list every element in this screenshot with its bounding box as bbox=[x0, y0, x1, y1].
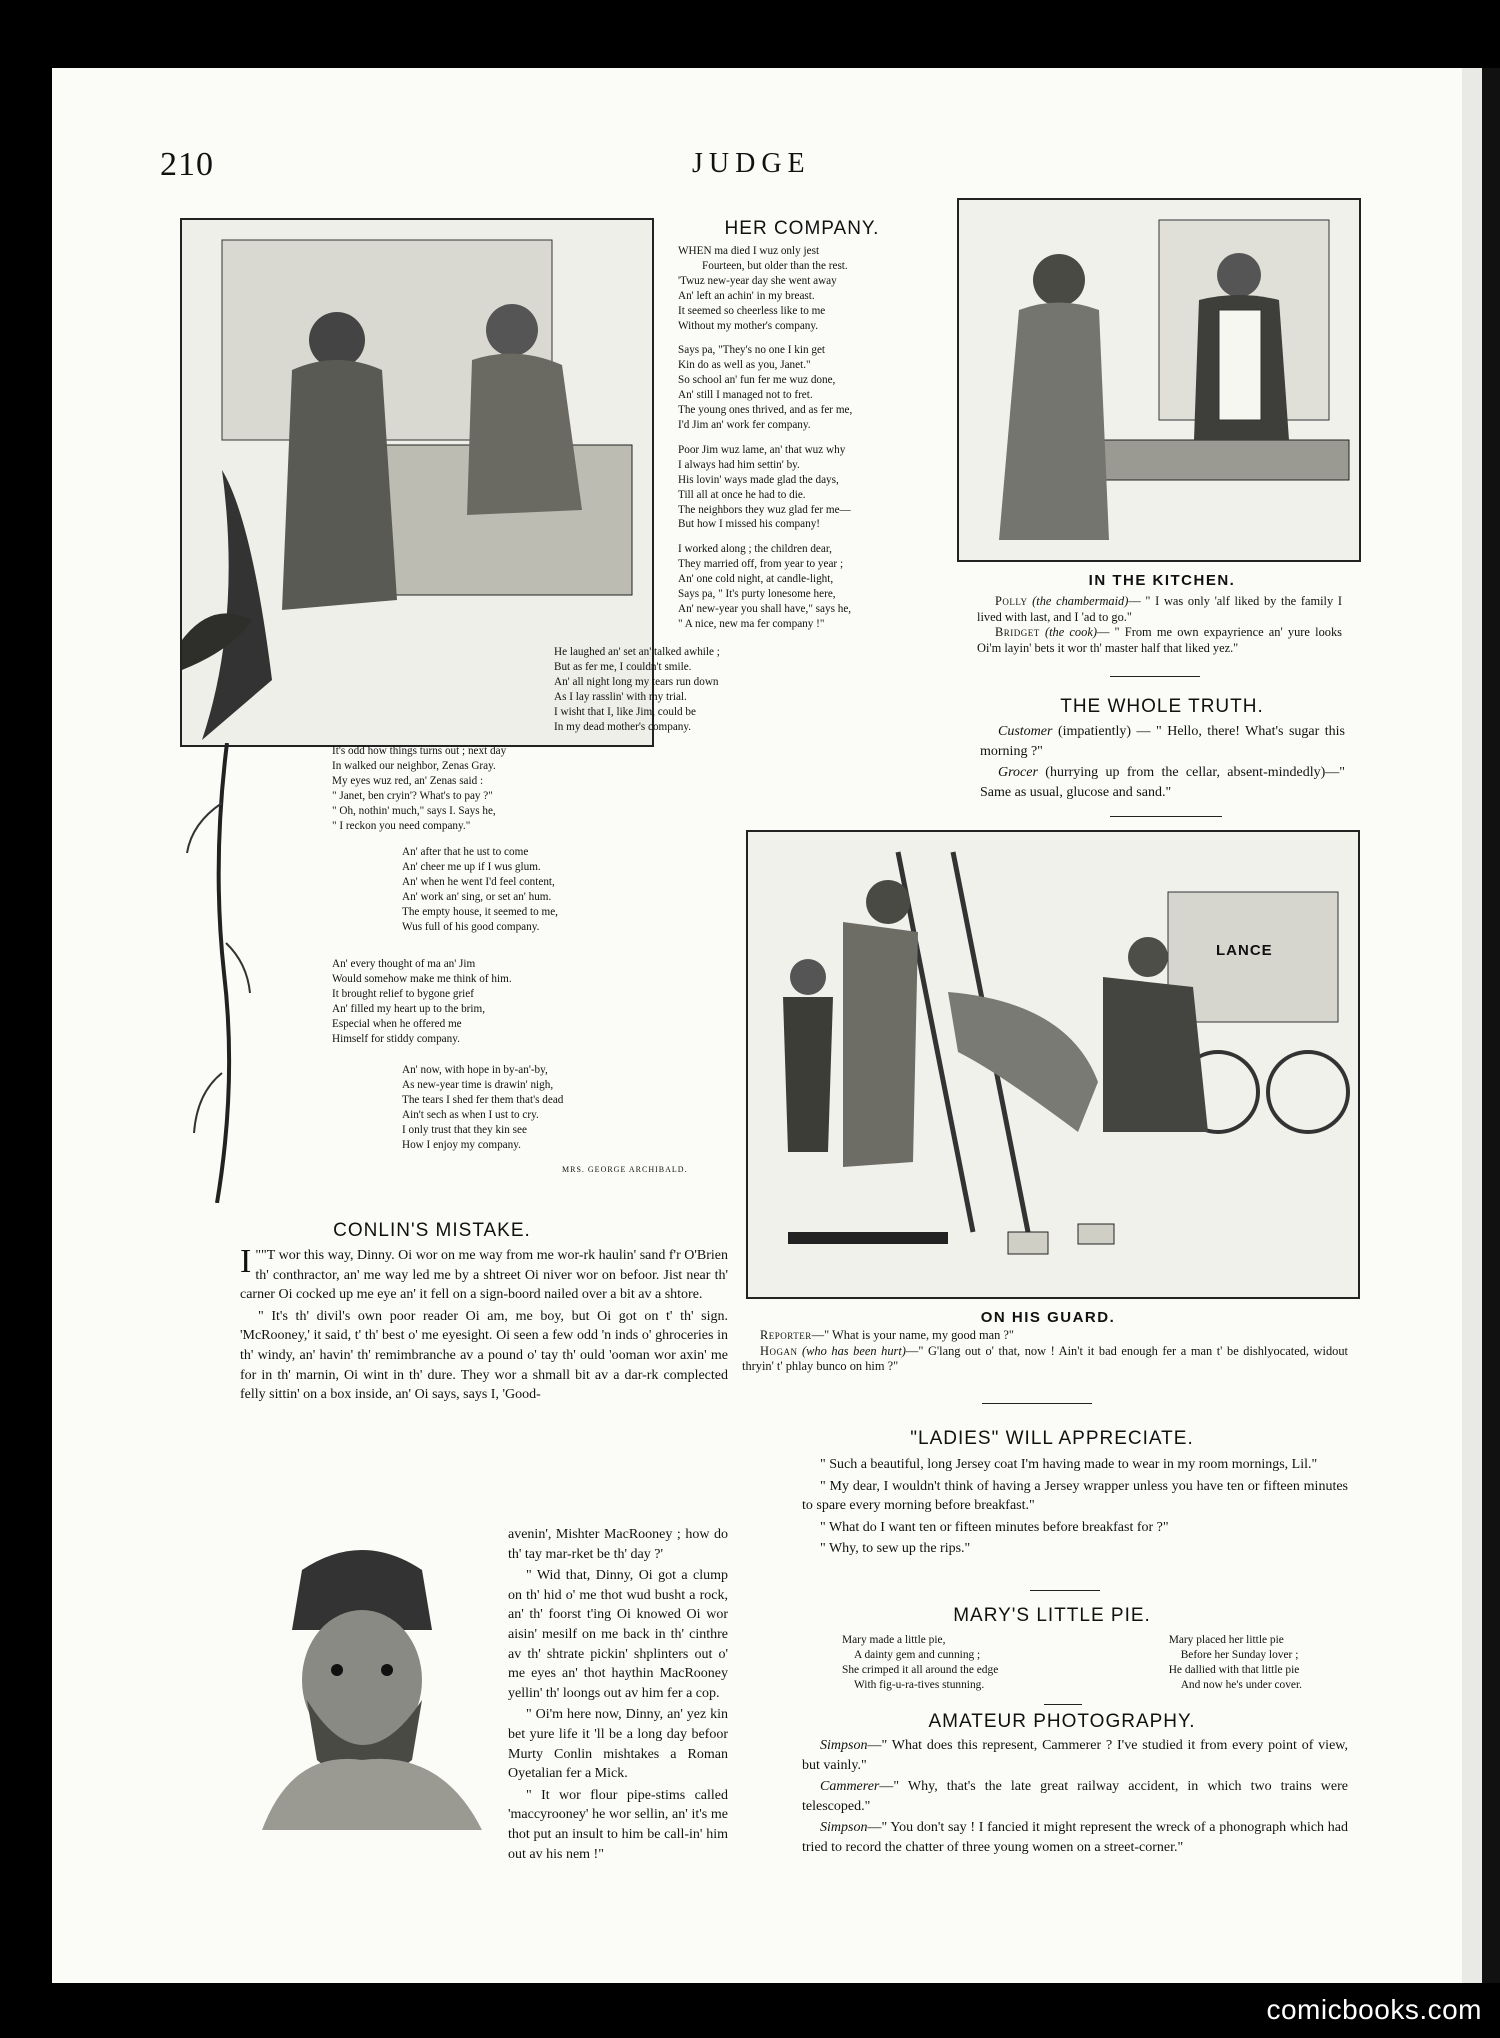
verse-line: An' work an' sing, or set an' hum. bbox=[402, 890, 552, 903]
conlin-portrait-illustration bbox=[232, 1530, 504, 1830]
photo-dialogue bbox=[802, 1736, 1348, 1860]
dialogue-text: — " I was only 'alf liked by the family I lived with last, and I 'ad to go." bbox=[977, 594, 1342, 624]
verse-line: It's odd how things turns out ; next day bbox=[332, 745, 507, 757]
verse-line: WHEN ma died I wuz only jest bbox=[678, 245, 820, 257]
dialogue-text: (hurrying up from the cellar, absent-mindedly)—" Same as usual, glucose and sand." bbox=[980, 765, 1345, 800]
whole-truth-dialogue bbox=[980, 722, 1345, 804]
verse-line: His lovin' ways made glad the days, bbox=[678, 473, 839, 486]
site-watermark: comicbooks.com bbox=[1266, 1994, 1482, 2025]
conlin-story-top bbox=[240, 1243, 728, 1407]
polly-line bbox=[977, 594, 1342, 625]
verse-line: Says pa, " It's purty lonesome here, bbox=[678, 588, 836, 601]
section-rule bbox=[1044, 1704, 1082, 1705]
stanza-9 bbox=[402, 1063, 692, 1152]
simpson-line bbox=[802, 1736, 1348, 1775]
speaker-role: (the cook) bbox=[1044, 625, 1097, 639]
dialogue-line: " My dear, I wouldn't think of having a Jersey wrapper unless you have ten or fifteen minutes to spare every morning before breakfast." bbox=[802, 1478, 1348, 1514]
verse-line: So school an' fun fer me wuz done, bbox=[678, 374, 836, 387]
verse-line: It brought relief to bygone grief bbox=[332, 987, 474, 1000]
verse-line: An' all night long my tears run down bbox=[554, 675, 719, 688]
kitchen-title: IN THE KITCHEN. bbox=[1088, 572, 1236, 589]
dialogue-line: " Such a beautiful, long Jersey coat I'm having made to wear in my room mornings, Lil." bbox=[820, 1457, 1318, 1472]
verse-line: I'd Jim an' work fer company. bbox=[678, 418, 811, 431]
speaker-name: Polly bbox=[995, 594, 1028, 608]
kitchen-illustration bbox=[957, 198, 1361, 562]
verse-line: Before her Sunday lover ; bbox=[1180, 1649, 1299, 1661]
verse-line: An' left an achin' in my breast. bbox=[678, 289, 815, 302]
cammerer-line bbox=[802, 1777, 1348, 1816]
verse-line: Especial when he offered me bbox=[332, 1017, 462, 1030]
verse-line: It seemed so cheerless like to me bbox=[678, 304, 826, 317]
verse-line: She crimped it all around the edge bbox=[842, 1664, 999, 1676]
speaker-name: Cammerer bbox=[820, 1779, 880, 1795]
verse-line: " A nice, new ma fer company !" bbox=[678, 617, 825, 630]
speaker-name: Bridget bbox=[995, 625, 1040, 639]
speaker-name: Simpson bbox=[820, 1820, 868, 1836]
her-company-verse-col1 bbox=[678, 244, 958, 642]
verse-line: But how I missed his company! bbox=[678, 518, 821, 531]
open-quote: "" bbox=[255, 1248, 267, 1263]
section-rule bbox=[1110, 676, 1200, 677]
dialogue-line: " What do I want ten or fifteen minutes before breakfast for ?" bbox=[820, 1519, 1169, 1535]
verse-line: An' after that he ust to come bbox=[402, 846, 529, 858]
pie-verse-left bbox=[842, 1633, 998, 1693]
verse-line: An' new-year you shall have," says he, bbox=[678, 602, 852, 615]
verse-line: I worked along ; the children dear, bbox=[678, 543, 832, 556]
verse-line: I only trust that they kin see bbox=[402, 1123, 527, 1136]
dialogue-text: — " From me own expayrience an' yure looks Oi'm layin' bets it wor th' master half that liked yez." bbox=[977, 625, 1342, 655]
verse-line: How I enjoy my company. bbox=[402, 1138, 521, 1151]
stanza-4 bbox=[678, 542, 958, 631]
verse-line: An' one cold night, at candle-light, bbox=[678, 573, 834, 586]
verse-line: Mary made a little pie, bbox=[842, 1634, 946, 1646]
verse-line: A dainty gem and cunning ; bbox=[854, 1649, 981, 1661]
stanza-3 bbox=[678, 443, 958, 532]
verse-line: As new-year time is drawin' nigh, bbox=[402, 1078, 554, 1091]
verse-line: Till all at once he had to die. bbox=[678, 488, 806, 501]
dialogue-text: (impatiently) — " Hello, there! What's sugar this morning ?" bbox=[980, 724, 1345, 759]
verse-line: But as fer me, I couldn't smile. bbox=[554, 660, 692, 673]
verse-line: Without my mother's company. bbox=[678, 319, 819, 332]
section-rule bbox=[982, 1403, 1092, 1404]
verse-line: Himself for stiddy company. bbox=[332, 1032, 460, 1045]
pie-verse bbox=[842, 1633, 1302, 1693]
speaker-role: (who has been hurt) bbox=[802, 1343, 906, 1358]
verse-line: Fourteen, but older than the rest. bbox=[702, 259, 848, 272]
verse-line: They married off, from year to year ; bbox=[678, 558, 844, 571]
whole-truth-title: THE WHOLE TRUTH. bbox=[1060, 696, 1264, 717]
verse-line: Says pa, "They's no one I kin get bbox=[678, 344, 826, 357]
verse-line: An' filled my heart up to the brim, bbox=[332, 1002, 486, 1015]
verse-line: " I reckon you need company." bbox=[332, 819, 471, 832]
customer-line bbox=[980, 722, 1345, 761]
masthead: JUDGE bbox=[692, 148, 811, 179]
verse-line: 'Twuz new-year day she went away bbox=[678, 274, 837, 287]
stanza-1 bbox=[678, 244, 958, 333]
dialogue-text: —" What does this represent, Cammerer ? I've studied it from every point of view, but vainly." bbox=[802, 1738, 1348, 1773]
pie-title: MARY'S LITTLE PIE. bbox=[953, 1605, 1151, 1626]
verse-line: Mary placed her little pie bbox=[1168, 1634, 1284, 1646]
vine-border-decoration bbox=[182, 743, 252, 1203]
story-paragraph: "" I T wor this way, Dinny. Oi wor on me way from me wor-rk haulin' sand f'r O'Brien th' conthractor, an' me way led me by a shtreet Oi niver wor on befoor. Jist near th' carner Oi cocked up me eye an' it fell on a sign-boord nailed over a bit av a shtore. bbox=[240, 1243, 728, 1303]
verse-line: I wisht that I, like Jim, could be bbox=[554, 705, 696, 718]
dialogue-text: —" G'lang out o' that, now ! Ain't it bad enough fer a man t' be dishlyocated, widout thryin' t' phlay bunco on him ?" bbox=[742, 1343, 1348, 1373]
guard-illustration bbox=[746, 830, 1360, 1299]
verse-line: Ain't sech as when I ust to cry. bbox=[402, 1108, 539, 1121]
dialogue-text: —" Why, that's the late great railway accident, in which two trains were telescoped." bbox=[802, 1779, 1348, 1814]
reporter-line bbox=[742, 1328, 1348, 1344]
ladies-dialogue bbox=[802, 1455, 1348, 1561]
page-number: 210 bbox=[160, 146, 214, 183]
verse-line: An' still I managed not to fret. bbox=[678, 389, 813, 402]
verse-line: He laughed an' set an' talked awhile ; bbox=[554, 646, 720, 658]
stanza-2 bbox=[678, 343, 958, 432]
verse-line: " Janet, ben cryin'? What's to pay ?" bbox=[332, 789, 493, 802]
story-paragraph: avenin', Mishter MacRooney ; how do th' tay mar-rket be th' day ?' bbox=[508, 1527, 728, 1562]
section-rule bbox=[1110, 816, 1222, 817]
her-company-title: HER COMPANY. bbox=[724, 218, 880, 239]
verse-line: The empty house, it seemed to me, bbox=[402, 905, 558, 918]
verse-line: In my dead mother's company. bbox=[554, 720, 692, 733]
grocer-line bbox=[980, 763, 1345, 802]
verse-line: Wus full of his good company. bbox=[402, 920, 540, 933]
verse-line: Would somehow make me think of him. bbox=[332, 972, 512, 985]
drop-cap: I bbox=[240, 1243, 252, 1280]
verse-line: An' now, with hope in by-an'-by, bbox=[402, 1064, 548, 1076]
verse-line: The neighbors they wuz glad fer me— bbox=[678, 503, 851, 516]
story-paragraph: " Wid that, Dinny, Oi got a clump on th' hid o' me thot wud busht a rock, an' th' foorst t'ing Oi knowed Oi wor aisin' mesilf on me back in th' cinthre av th' shtrate pickin' shplinters out o' me eyes an' thot haythin MacRooney yellin' th' loongs out av him fer a cop. bbox=[508, 1568, 728, 1701]
pie-verse-right bbox=[1169, 1633, 1302, 1693]
verse-line: He dallied with that little pie bbox=[1168, 1664, 1300, 1676]
verse-line: As I lay rasslin' with my trial. bbox=[554, 690, 687, 703]
verse-line: An' when he went I'd feel content, bbox=[402, 875, 555, 888]
speaker-name: Simpson bbox=[820, 1738, 868, 1753]
photo-title: AMATEUR PHOTOGRAPHY. bbox=[928, 1711, 1196, 1732]
story-paragraph: " It wor flour pipe-stims called 'maccyrooney' he wor sellin, an' it's me thot put an insult to him be call-in' him out av his nem !" bbox=[508, 1787, 728, 1862]
ambulance-sign: LANCE bbox=[1216, 942, 1273, 959]
verse-line: With fig-u-ra-tives stunning. bbox=[854, 1679, 985, 1691]
dialogue-text: —" You don't say ! I fancied it might represent the wreck of a phonograph which had tried to record the chatter of three young women on a street-corner." bbox=[802, 1820, 1348, 1855]
scan-dark-edge bbox=[1482, 68, 1500, 1983]
speaker-name: Reporter bbox=[760, 1328, 812, 1342]
speaker-name: Customer bbox=[998, 724, 1053, 739]
speaker-role: (the chambermaid) bbox=[1032, 594, 1129, 608]
dialogue-line: " Why, to sew up the rips." bbox=[820, 1541, 971, 1557]
stanza-5 bbox=[554, 645, 844, 734]
verse-line: I always had him settin' by. bbox=[678, 458, 800, 471]
kitchen-dialogue bbox=[977, 594, 1342, 656]
bridget-line bbox=[977, 625, 1342, 656]
conlin-story-right bbox=[508, 1525, 728, 1866]
verse-line: An' every thought of ma an' Jim bbox=[332, 958, 476, 970]
verse-line: In walked our neighbor, Zenas Gray. bbox=[332, 759, 496, 772]
stanza-8 bbox=[332, 957, 632, 1046]
guard-dialogue bbox=[742, 1328, 1348, 1375]
speaker-name: Grocer bbox=[998, 765, 1038, 781]
verse-line: " Oh, nothin' much," says I. Says he, bbox=[332, 804, 496, 817]
verse-line: The young ones thrived, and as fer me, bbox=[678, 404, 853, 417]
simpson-line bbox=[802, 1818, 1348, 1857]
verse-line: My eyes wuz red, an' Zenas said : bbox=[332, 774, 484, 787]
verse-line: The tears I shed fer them that's dead bbox=[402, 1093, 564, 1106]
speaker-name: Hogan bbox=[760, 1343, 798, 1358]
stanza-6 bbox=[332, 744, 632, 833]
verse-line: Kin do as well as you, Janet." bbox=[678, 359, 811, 372]
magazine-page bbox=[52, 68, 1462, 1983]
hogan-line bbox=[742, 1344, 1348, 1375]
dialogue-text: —" What is your name, my good man ?" bbox=[811, 1328, 1014, 1342]
scan-page-edge bbox=[1462, 68, 1482, 1983]
guard-title: ON HIS GUARD. bbox=[980, 1309, 1116, 1326]
author-signature: MRS. GEORGE ARCHIBALD. bbox=[562, 1165, 688, 1174]
story-paragraph: " Oi'm here now, Dinny, an' yez kin bet yure life it 'll be a long day befoor Murty Conlin mishtakes a Roman Oyetalian fer a Mick. bbox=[508, 1707, 728, 1782]
ladies-title: "LADIES" WILL APPRECIATE. bbox=[910, 1428, 1194, 1449]
stanza-7 bbox=[402, 845, 692, 934]
conlin-title: CONLIN'S MISTAKE. bbox=[333, 1220, 531, 1241]
section-rule bbox=[1030, 1590, 1100, 1591]
verse-line: And now he's under cover. bbox=[1180, 1679, 1302, 1691]
story-paragraph: " It's th' divil's own poor reader Oi am, me boy, but Oi got on t' th' sign. 'McRooney,' it said, t' th' best o' me eyesight. Oi seen a few odd 'n inds o' ghroceries in th' windy, an' havin' th' remimbranche av a pound o' tay th' ould 'ooman wor axin' me for in th' marnin, Oi wint in th' dure. They wor a shmall bit av a dar-rk complected felly sittin' on a box inside, an' Oi says, says I, 'Good- bbox=[240, 1308, 728, 1403]
verse-line: Poor Jim wuz lame, an' that wuz why bbox=[678, 443, 846, 456]
verse-line: An' cheer me up if I wus glum. bbox=[402, 860, 541, 873]
